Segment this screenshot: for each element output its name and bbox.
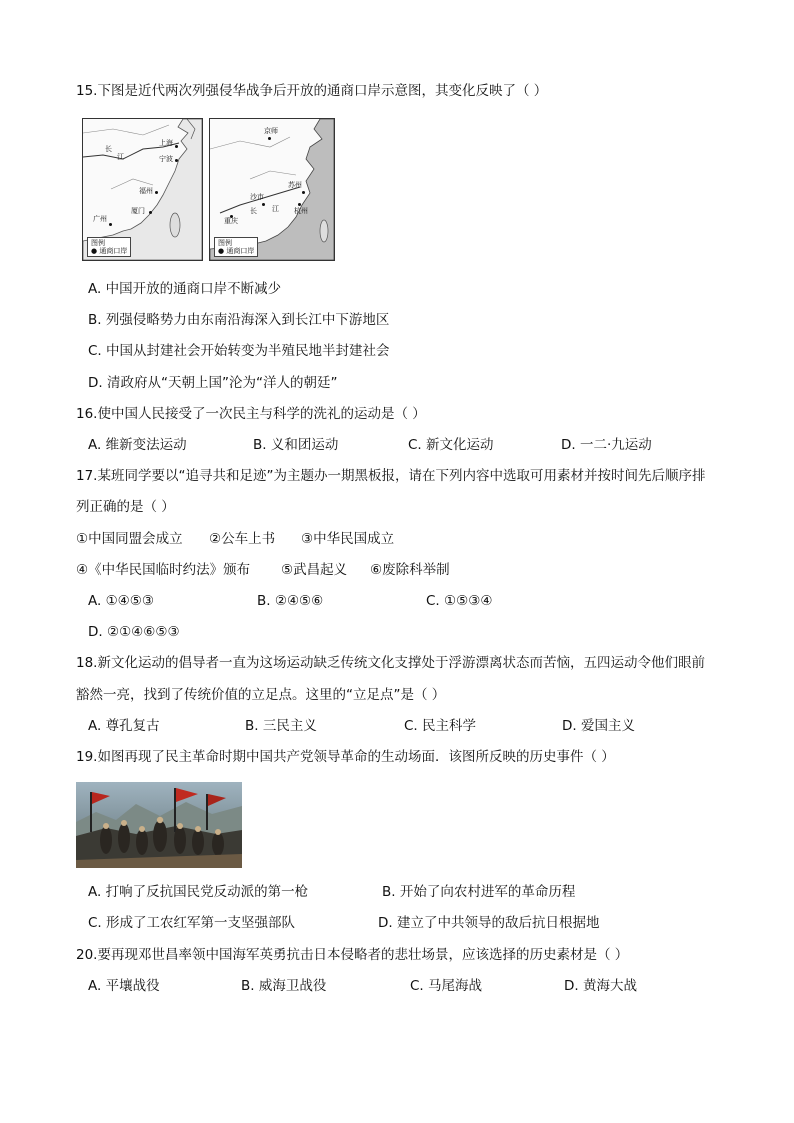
revolution-scene-image (76, 782, 242, 868)
q18-option-d[interactable]: D. 爱国主义 (562, 718, 635, 734)
q17-item: ③中华民国成立 (301, 531, 395, 547)
q17-item: ⑥废除科举制 (370, 562, 450, 578)
q15-option-d[interactable]: D. 清政府从“天朝上国”沦为“洋人的朝廷” (88, 375, 338, 391)
treaty-ports-map-2 (209, 118, 335, 261)
q19-option-b[interactable]: B. 开始了向农村进军的革命历程 (382, 884, 576, 900)
revolution-scene-illustration (76, 782, 242, 868)
map-label: 厦门 (131, 207, 145, 215)
q20-option-c[interactable]: C. 马尾海战 (410, 978, 483, 994)
q15-option-b[interactable]: B. 列强侵略势力由东南沿海深入到长江中下游地区 (88, 312, 390, 328)
q17-item: ①中国同盟会成立 (76, 531, 183, 547)
q16-option-b[interactable]: B. 义和团运动 (253, 437, 339, 453)
q19-option-c[interactable]: C. 形成了工农红军第一支坚强部队 (88, 915, 296, 931)
map-legend: 图例 ● 通商口岸 (87, 237, 131, 257)
q17-item: ⑤武昌起义 (281, 562, 348, 578)
port-dot (302, 191, 305, 194)
q20-option-d[interactable]: D. 黄海大战 (564, 978, 637, 994)
q16-option-d[interactable]: D. 一二·九运动 (561, 437, 652, 453)
port-dot (175, 159, 178, 162)
map-label: 重庆 (224, 217, 238, 225)
map-label: 广州 (93, 215, 107, 223)
q18-stem-line-2: 豁然一亮，找到了传统价值的立足点。这里的“立足点”是（ ） (76, 687, 446, 703)
map-label: 江 (272, 205, 279, 213)
q20-option-b[interactable]: B. 威海卫战役 (241, 978, 327, 994)
q15-option-c[interactable]: C. 中国从封建社会开始转变为半殖民地半封建社会 (88, 343, 390, 359)
map-legend: 图例 ● 通商口岸 (214, 237, 258, 257)
port-dot (109, 223, 112, 226)
map-label: 江 (117, 153, 124, 161)
q16-stem: 16.使中国人民接受了一次民主与科学的洗礼的运动是（ ） (76, 406, 426, 422)
map-label: 福州 (139, 187, 153, 195)
port-dot (298, 203, 301, 206)
map-label: 杭州 (294, 207, 308, 215)
map-label: 长 (250, 207, 257, 215)
treaty-ports-map-1 (82, 118, 203, 261)
port-dot (262, 203, 265, 206)
map-label: 宁波 (159, 155, 173, 163)
q17-item: ④《中华民国临时约法》颁布 (76, 562, 251, 578)
q17-option-a[interactable]: A. ①④⑤③ (88, 593, 154, 609)
map-label: 沙市 (250, 193, 264, 201)
q17-stem-line-2: 列正确的是（ ） (76, 499, 175, 515)
q18-option-b[interactable]: B. 三民主义 (245, 718, 317, 734)
map-label: 京师 (264, 127, 278, 135)
q16-option-a[interactable]: A. 维新变法运动 (88, 437, 187, 453)
q20-option-a[interactable]: A. 平壤战役 (88, 978, 160, 994)
q19-stem: 19.如图再现了民主革命时期中国共产党领导革命的生动场面．该图所反映的历史事件（ ） (76, 749, 615, 765)
q18-option-a[interactable]: A. 尊孔复古 (88, 718, 160, 734)
port-dot (175, 145, 178, 148)
q16-option-c[interactable]: C. 新文化运动 (408, 437, 494, 453)
q17-option-c[interactable]: C. ①⑤③④ (426, 593, 493, 609)
q18-stem-line-1: 18.新文化运动的倡导者一直为这场运动缺乏传统文化支撑处于浮游漂离状态而苦恼，五四运动令他们眼前 (76, 655, 705, 671)
map-label: 长 (105, 145, 112, 153)
q17-option-d[interactable]: D. ②①④⑥⑤③ (88, 624, 180, 640)
port-dot (155, 191, 158, 194)
q15-option-a[interactable]: A. 中国开放的通商口岸不断减少 (88, 281, 282, 297)
q18-option-c[interactable]: C. 民主科学 (404, 718, 477, 734)
port-dot (149, 211, 152, 214)
q19-option-d[interactable]: D. 建立了中共领导的敌后抗日根据地 (378, 915, 600, 931)
port-dot (268, 137, 271, 140)
map-label: 上海 (159, 139, 173, 147)
q15-stem: 15.下图是近代两次列强侵华战争后开放的通商口岸示意图，其变化反映了（ ） (76, 83, 548, 99)
q20-stem: 20.要再现邓世昌率领中国海军英勇抗击日本侵略者的悲壮场景，应该选择的历史素材是（ ） (76, 947, 629, 963)
q17-item: ②公车上书 (209, 531, 276, 547)
map-label: 苏州 (288, 181, 302, 189)
q17-option-b[interactable]: B. ②④⑤⑥ (257, 593, 324, 609)
q17-stem-line-1: 17.某班同学要以“追寻共和足迹”为主题办一期黑板报，请在下列内容中选取可用素材并按时间先后顺序排 (76, 468, 706, 484)
q19-option-a[interactable]: A. 打响了反抗国民党反动派的第一枪 (88, 884, 309, 900)
